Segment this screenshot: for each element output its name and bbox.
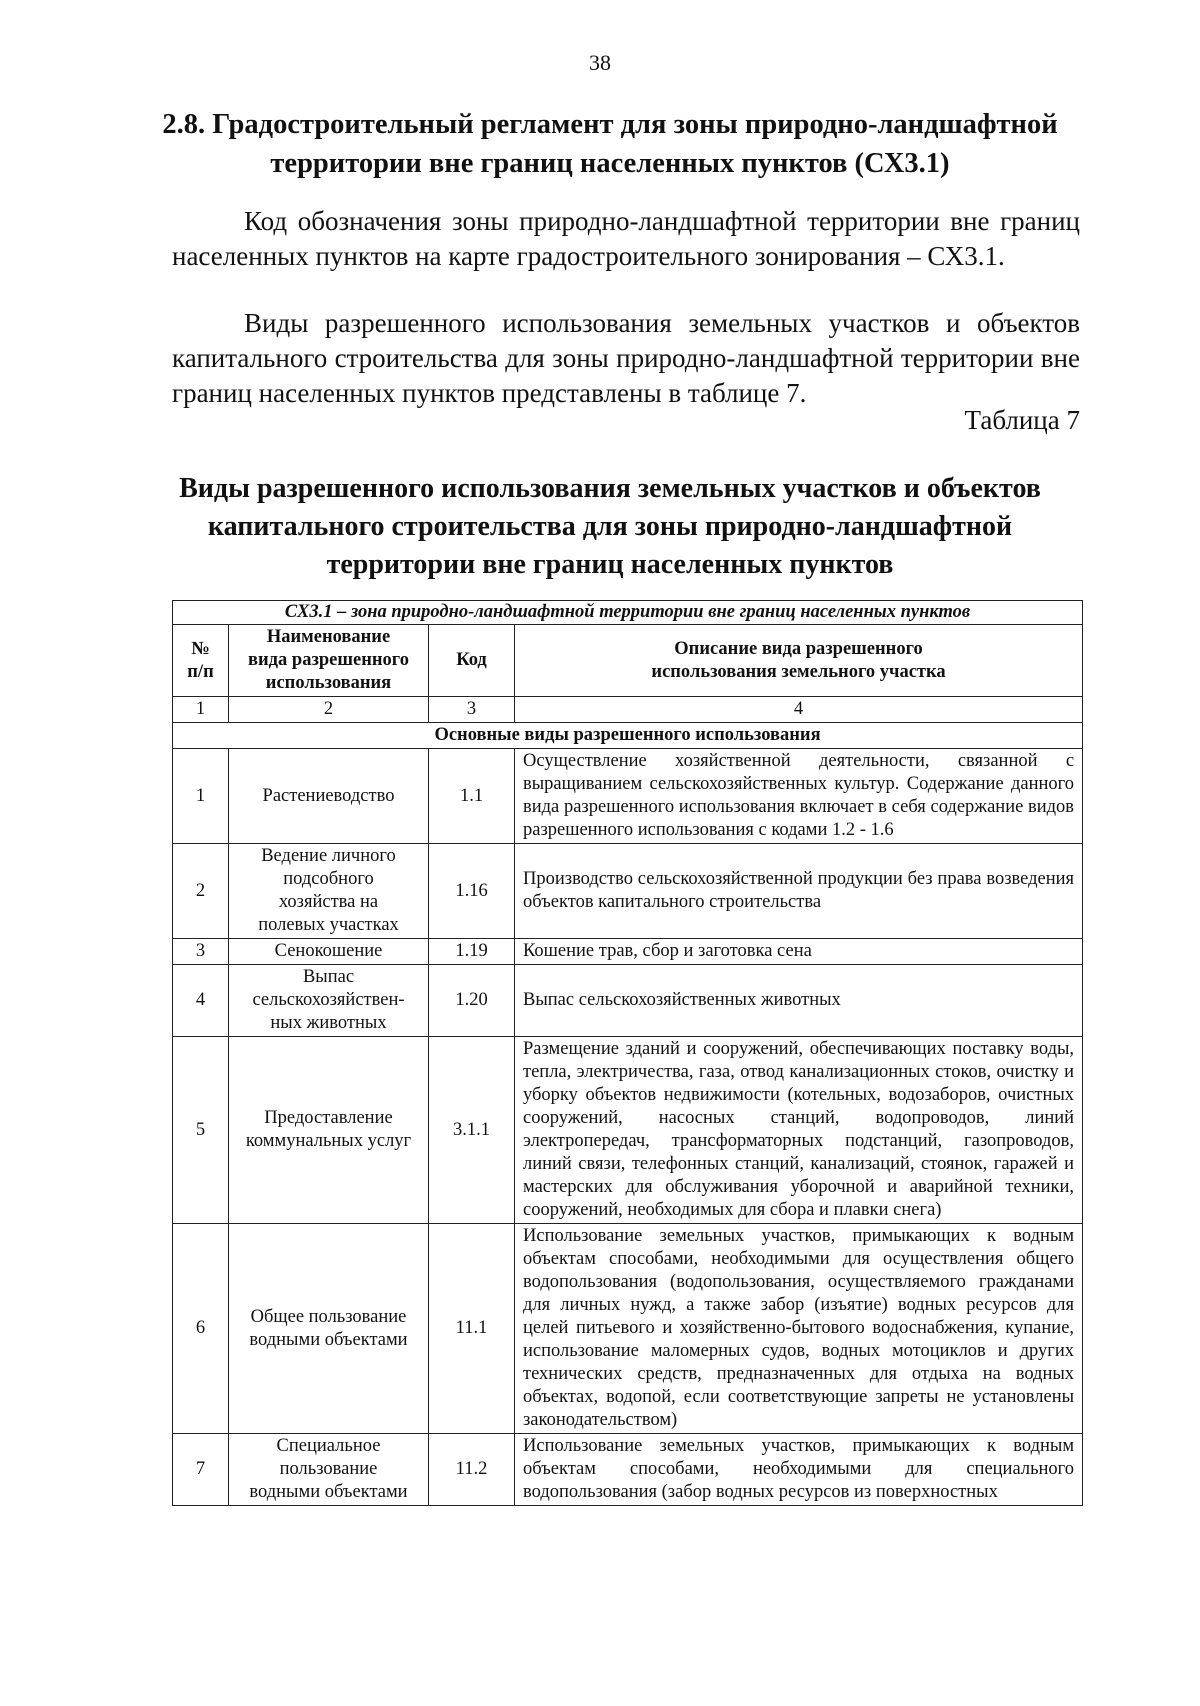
group-header-cell: Основные виды разрешенного использования <box>173 723 1083 749</box>
header-name-line: использования <box>265 673 392 693</box>
header-code: Код <box>429 625 515 697</box>
row-code: 3.1.1 <box>429 1037 515 1224</box>
zone-header-row <box>173 601 1083 625</box>
row-use-name-line: полевых участках <box>258 915 399 935</box>
table-title-line: территории вне границ населенных пунктов <box>326 549 894 580</box>
row-code: 1.20 <box>429 965 515 1037</box>
zone-header-cell: СХ3.1 – зона природно-ландшафтной территории вне границ населенных пунктов <box>173 601 1083 625</box>
section-heading-line: территории вне границ населенных пунктов (СХ3.1) <box>270 148 950 179</box>
row-code: 11.1 <box>429 1224 515 1434</box>
row-use-name-line: хозяйства на <box>278 892 379 912</box>
column-number: 3 <box>429 697 515 723</box>
row-use-name <box>229 1037 429 1224</box>
row-number: 4 <box>173 965 229 1037</box>
column-header-row <box>173 625 1083 697</box>
header-num-line: п/п <box>187 661 214 682</box>
row-use-name-line: Ведение личного <box>261 846 396 866</box>
row-description: Кошение трав, сбор и заготовка сена <box>515 939 1083 965</box>
permitted-uses-table <box>172 600 1083 1506</box>
row-code: 1.19 <box>429 939 515 965</box>
column-number: 2 <box>229 697 429 723</box>
table-row <box>173 844 1083 939</box>
table-row <box>173 1434 1083 1506</box>
row-use-name-line: ных животных <box>270 1013 387 1033</box>
column-number-row <box>173 697 1083 723</box>
row-number: 1 <box>173 749 229 844</box>
row-use-name-line: сельскохозяйствен- <box>252 990 405 1010</box>
header-desc <box>515 625 1083 697</box>
row-number: 7 <box>173 1434 229 1506</box>
table-row <box>173 1224 1083 1434</box>
row-use-name-line: подсобного <box>283 869 374 889</box>
header-desc-line: использования земельного участка <box>651 661 946 682</box>
row-use-name-line: водными объектами <box>249 1329 408 1350</box>
paragraph-permitted-uses: Виды разрешенного использования земельных участков и объектов капитального строительства для зоны природно-ландшафтной территории вне границ населенных пунктов представлены в таблице 7. <box>172 308 1080 408</box>
row-use-name-line: коммунальных услуг <box>245 1131 412 1151</box>
row-number: 6 <box>173 1224 229 1434</box>
header-name-line: Наименование <box>266 627 391 647</box>
row-use-name <box>229 965 429 1037</box>
row-description: Выпас сельскохозяйственных животных <box>515 965 1083 1037</box>
group-header-row <box>173 723 1083 749</box>
row-use-name-line: Предоставление <box>264 1108 393 1128</box>
row-use-name <box>229 844 429 939</box>
header-num <box>173 625 229 697</box>
table-label: Таблица 7 <box>964 405 1080 435</box>
row-use-name-line: водными объектами <box>249 1482 408 1502</box>
row-description: Использование земельных участков, примыкающих к водным объектам способами, необходимыми для специального водопользования (забор водных ресурсов из поверхностных <box>515 1434 1083 1506</box>
column-number: 1 <box>173 697 229 723</box>
section-heading <box>150 105 1070 183</box>
row-code: 1.16 <box>429 844 515 939</box>
row-description: Использование земельных участков, примыкающих к водным объектам способами, необходимыми для осуществления общего водопользования (водопользования, осуществляемого гражданами для личных нужд, а также забор (изъятие) водных ресурсов для целей питьевого и хозяйственно-бытового водоснабжения, купание, использование маломерных судов, водных мотоциклов и других технических средств, предназначенных для отдыха на водных объектах, водопой, если соответствующие запреты не установлены законодательством) <box>515 1224 1083 1434</box>
header-num-line: № <box>191 638 210 659</box>
table-title-line: Виды разрешенного использования земельных участков и объектов <box>179 473 1041 504</box>
row-description: Производство сельскохозяйственной продукции без права возведения объектов капитального строительства <box>515 844 1083 939</box>
table-row <box>173 939 1083 965</box>
row-description: Осуществление хозяйственной деятельности, связанной с выращиванием сельскохозяйственных культур. Содержание данного вида разрешенного использования включает в себя содержание видов разрешенного использования с кодами 1.2 - 1.6 <box>515 749 1083 844</box>
header-desc-line: Описание вида разрешенного <box>674 638 923 659</box>
table-row <box>173 749 1083 844</box>
row-number: 3 <box>173 939 229 965</box>
header-name-line: вида разрешенного <box>248 650 409 670</box>
row-description: Размещение зданий и сооружений, обеспечивающих поставку воды, тепла, электричества, газа, отвод канализационных стоков, очистку и уборку объектов недвижимости (котельных, водозаборов, очистных сооружений, насосных станций, водопроводов, линий электропередач, трансформаторных подстанций, газопроводов, линий связи, телефонных станций, канализаций, стоянок, гаражей и мастерских для обслуживания уборочной и аварийной техники, сооружений, необходимых для сбора и плавки снега) <box>515 1037 1083 1224</box>
row-number: 5 <box>173 1037 229 1224</box>
table-title <box>150 470 1070 584</box>
row-use-name <box>229 749 429 844</box>
row-use-name-line: Растениеводство <box>262 785 395 806</box>
row-use-name-line: Общее пользование <box>250 1306 407 1327</box>
table-row <box>173 1037 1083 1224</box>
row-use-name-line: Сенокошение <box>274 941 383 961</box>
section-heading-line: 2.8. Градостроительный регламент для зоны природно-ландшафтной <box>162 109 1058 140</box>
table-body <box>173 749 1083 1506</box>
table-row <box>173 965 1083 1037</box>
row-use-name <box>229 1224 429 1434</box>
table-title-line: капитального строительства для зоны природно-ландшафтной <box>207 511 1013 542</box>
column-number: 4 <box>515 697 1083 723</box>
row-code: 1.1 <box>429 749 515 844</box>
paragraph-zone-code: Код обозначения зоны природно-ландшафтной территории вне границ населенных пунктов на карте градостроительного зонирования – СХ3.1. <box>172 206 1080 271</box>
row-use-name-line: Специальное <box>276 1436 381 1456</box>
row-use-name-line: Выпас <box>302 967 355 987</box>
header-name <box>229 625 429 697</box>
row-code: 11.2 <box>429 1434 515 1506</box>
row-use-name <box>229 1434 429 1506</box>
row-use-name-line: пользование <box>279 1459 378 1479</box>
row-use-name <box>229 939 429 965</box>
row-number: 2 <box>173 844 229 939</box>
page-number: 38 <box>589 50 611 75</box>
